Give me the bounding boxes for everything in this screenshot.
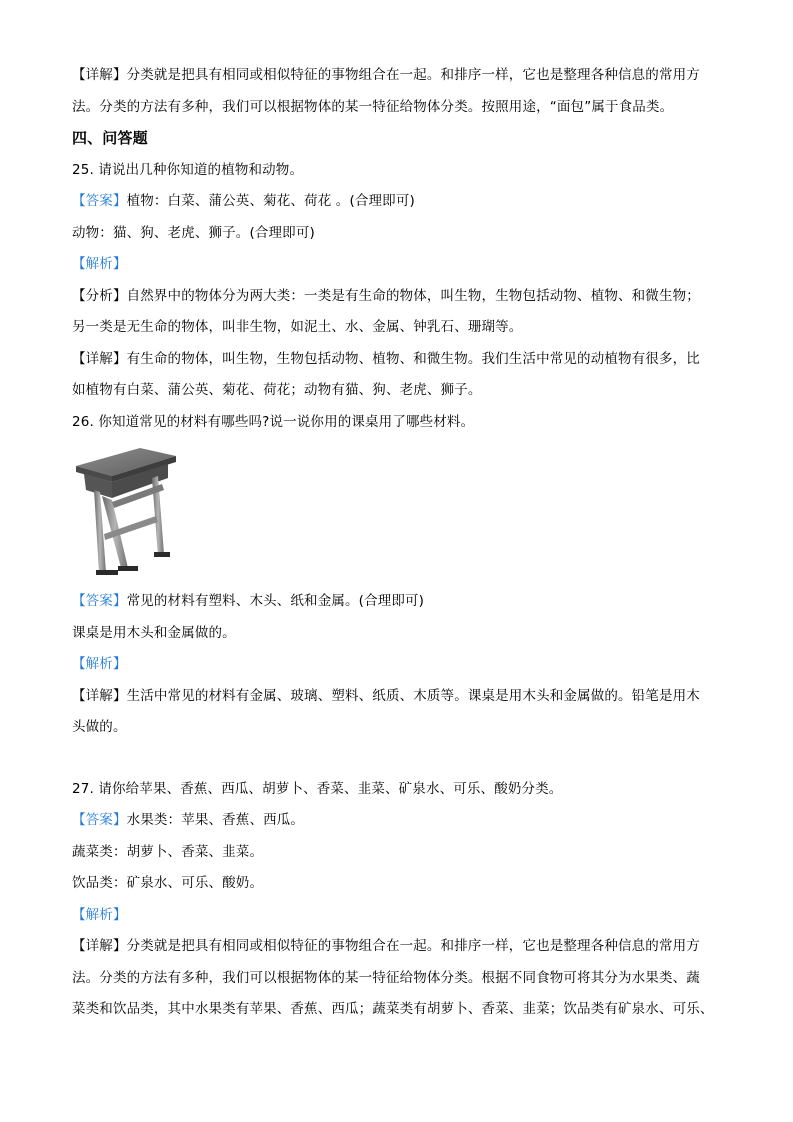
detail-line: 法。分类的方法有多种，我们可以根据物体的某一特征给物体分类。根据不同食物可将其分为水果类、蔬 (72, 969, 700, 986)
answer-line: 饮品类：矿泉水、可乐、酸奶。 (72, 875, 264, 891)
analysis-tag: 【解析】 (72, 906, 127, 923)
analysis-tag: 【解析】 (72, 656, 127, 672)
answer-line: 【答案】常见的材料有塑料、木头、纸和金属。(合理即可) (72, 593, 425, 609)
analysis-tag: 【解析】 (72, 256, 127, 272)
document-page (72, 60, 732, 1026)
detail-line: 菜类和饮品类，其中水果类有苹果、香蕉、西瓜；蔬菜类有胡萝卜、香菜、韭菜；饮品类有矿泉水、可乐、 (72, 1001, 714, 1017)
analysis-line: 【分析】自然界中的物体分为两大类：一类是有生命的物体，叫生物，生物包括动物、植物、和微生物； (72, 287, 700, 304)
answer-tag: 【答案】 (72, 812, 127, 828)
detail-paragraph-line: 【详解】分类就是把具有相同或相似特征的事物组合在一起。和排序一样，它也是整理各种信息的常用方 (72, 67, 700, 83)
detail-line: 【详解】有生命的物体，叫生物，生物包括动物、植物、和微生物。我们生活中常见的动植物有很多，比 (72, 350, 700, 367)
detail-line: 头做的。 (72, 719, 127, 735)
fenxi-tag: 【分析】 (72, 287, 127, 304)
analysis-line: 另一类是无生命的物体，叫非生物，如泥土、水、金属、钟乳石、珊瑚等。 (72, 319, 523, 335)
answer-tag: 【答案】 (72, 593, 127, 609)
school-desk-image (72, 444, 182, 584)
detail-line: 【详解】生活中常见的材料有金属、玻璃、塑料、纸质、木质等。课桌是用木头和金属做的。铅笔是用木 (72, 687, 700, 704)
question-27: 27. 请你给苹果、香蕉、西瓜、胡萝卜、香菜、韭菜、矿泉水、可乐、酸奶分类。 (72, 780, 563, 797)
question-25: 25. 请说出几种你知道的植物和动物。 (72, 161, 304, 178)
question-26: 26. 你知道常见的材料有哪些吗?说一说你用的课桌用了哪些材料。 (72, 413, 475, 430)
answer-line: 【答案】植物：白菜、蒲公英、菊花、荷花 。(合理即可) (72, 193, 415, 209)
answer-line: 动物：猫、狗、老虎、狮子。(合理即可) (72, 224, 315, 241)
detail-tag: 【详解】 (72, 938, 127, 954)
section-title: 四、问答题 (72, 129, 148, 147)
answer-line: 课桌是用木头和金属做的。 (72, 624, 236, 641)
detail-tag: 【详解】 (72, 350, 127, 367)
answer-line: 蔬菜类：胡萝卜、香菜、韭菜。 (72, 843, 264, 860)
detail-line: 如植物有白菜、蒲公英、菊花、荷花；动物有猫、狗、老虎、狮子。 (72, 382, 482, 398)
detail-paragraph-line: 法。分类的方法有多种，我们可以根据物体的某一特征给物体分类。按照用途，“面包”属于食品类。 (72, 98, 674, 115)
detail-tag: 【详解】 (72, 687, 127, 704)
detail-line: 【详解】分类就是把具有相同或相似特征的事物组合在一起。和排序一样，它也是整理各种信息的常用方 (72, 938, 700, 954)
detail-tag: 【详解】 (72, 67, 127, 83)
answer-line: 【答案】水果类：苹果、香蕉、西瓜。 (72, 812, 305, 828)
answer-tag: 【答案】 (72, 193, 127, 209)
